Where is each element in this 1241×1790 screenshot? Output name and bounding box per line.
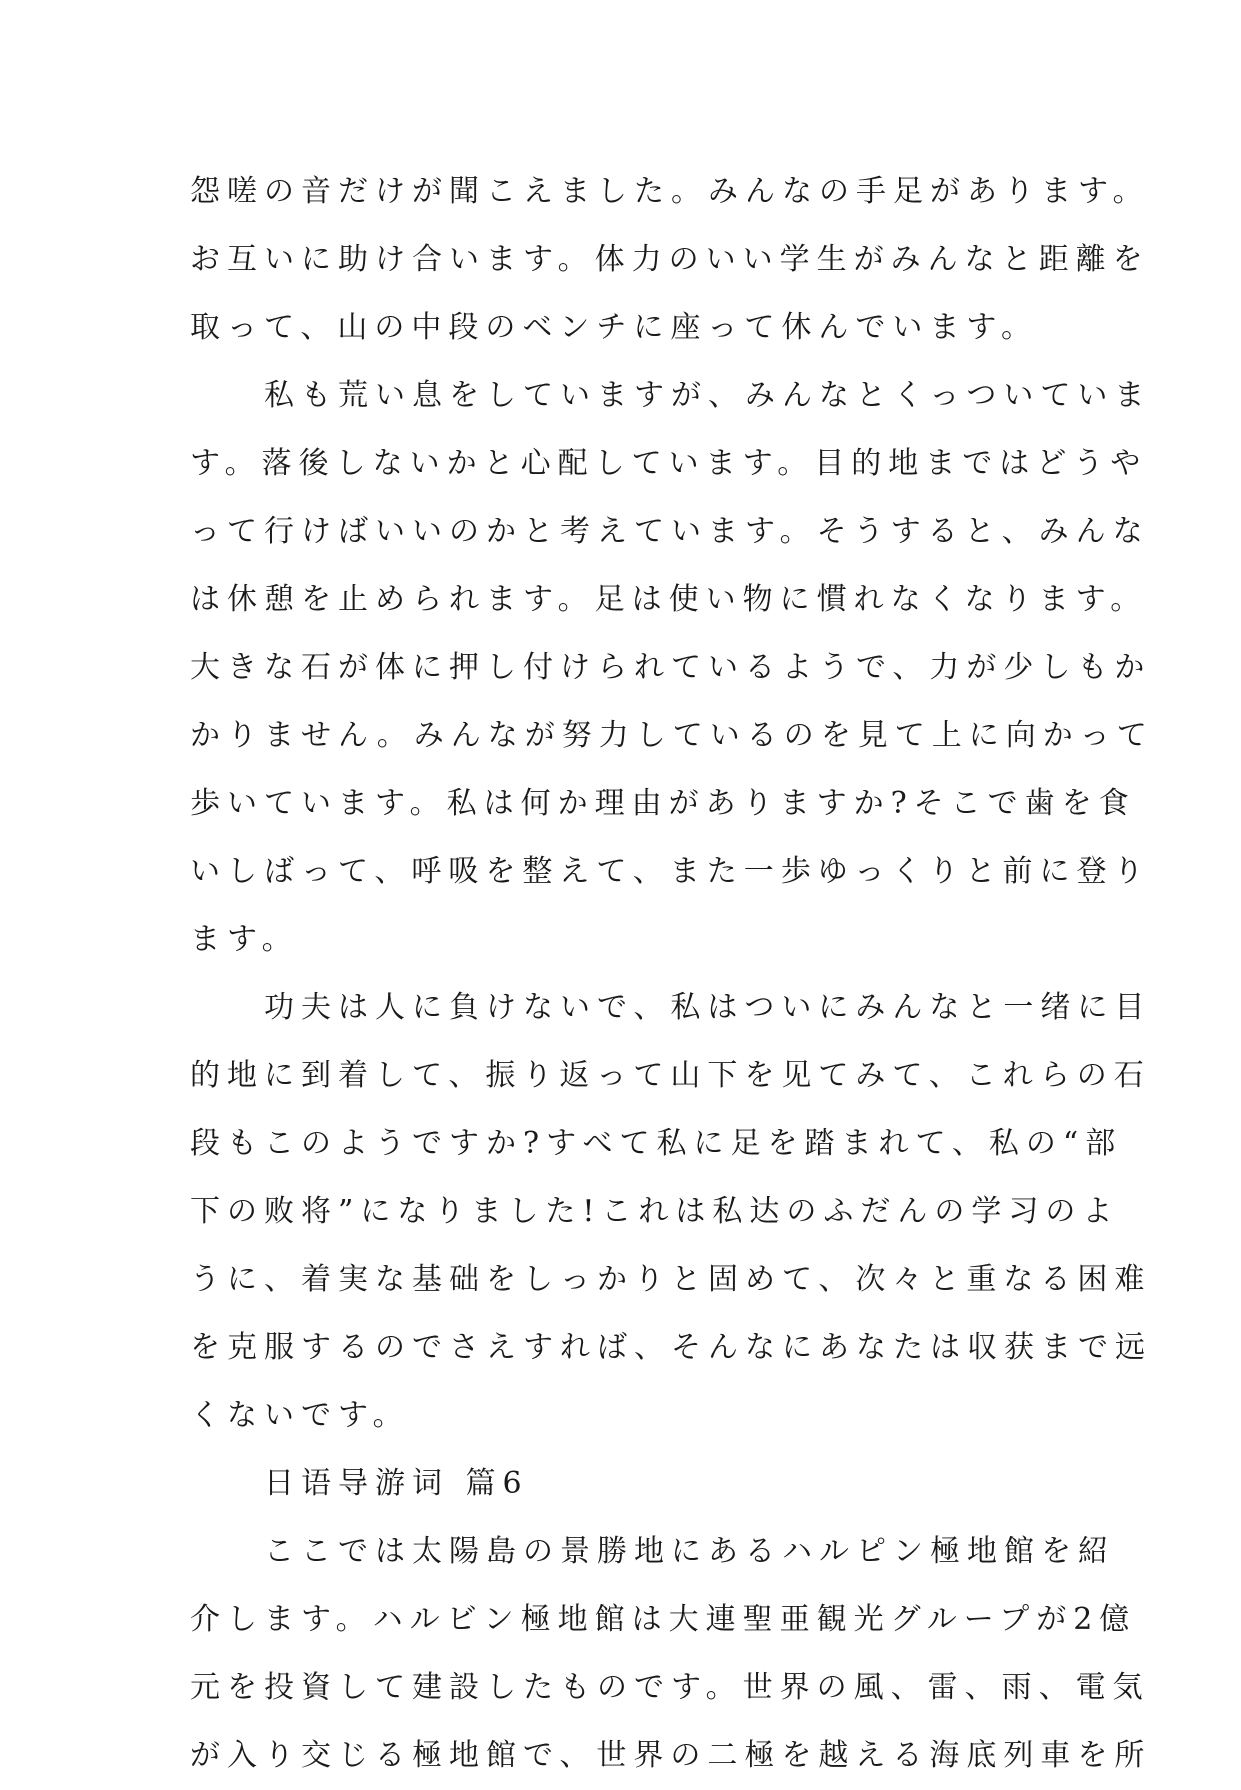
text-line: 段もこのようですか?すべて私に足を踏まれて、私の“部 [190,1126,1123,1161]
text-line: が入り交じる極地館で、世界の二極を越える海底列車を所 [190,1738,1152,1773]
text-line: くないです。 [190,1398,410,1433]
text-line: を克服するのでさえすれば、そんなにあなたは収获まで远 [190,1330,1152,1365]
text-line: 大きな石が体に押し付けられているようで、力が少しもか [190,650,1152,685]
text-line: 取って、山の中段のベンチに座って休んでいます。 [190,310,1038,345]
text-line: 下の败将”になりました!これは私达のふだんの学习のよ [190,1194,1120,1229]
text-line: 介します。ハルビン極地館は大連聖亜観光グループが2億 [190,1602,1137,1637]
text-line: 的地に到着して、振り返って山下を见てみて、これらの石 [190,1058,1151,1093]
text-line: 怨嗟の音だけが聞こえました。みんなの手足があります。 [190,174,1150,209]
text-line: 元を投資して建設したものです。世界の風、雷、雨、電気 [190,1670,1150,1705]
text-line: いしばって、呼吸を整えて、また一歩ゆっくりと前に登り [190,854,1151,889]
section-heading: 日语导游词 篇6 [190,1466,529,1501]
paragraph-start-line: 私も荒い息をしていますが、みんなとくっついていま [190,378,1152,413]
text-line: は休憩を止められます。足は使い物に慣れなくなります。 [190,582,1148,617]
body-text [190,158,1154,1790]
text-line: お互いに助け合います。体力のいい学生がみんなと距離を [190,242,1150,277]
paragraph-start-line: 功夫は人に負けないで、私はついにみんなと一绪に目 [190,990,1152,1025]
text-line: ます。 [190,922,299,957]
text-line: うに、着実な基础をしっかりと固めて、次々と重なる困难 [190,1262,1152,1297]
text-line: かりません。みんなが努力しているのを見て上に向かって [190,718,1154,753]
text-line: 歩いています。私は何か理由がありますか?そこで歯を食 [190,786,1136,821]
text-line: す。落後しないかと心配しています。目的地まではどうや [190,446,1148,481]
paragraph-start-line: ここでは太陽島の景勝地にあるハルピン極地館を紹 [190,1534,1115,1569]
text-line: って行けばいいのかと考えています。そうすると、みんな [190,514,1150,549]
